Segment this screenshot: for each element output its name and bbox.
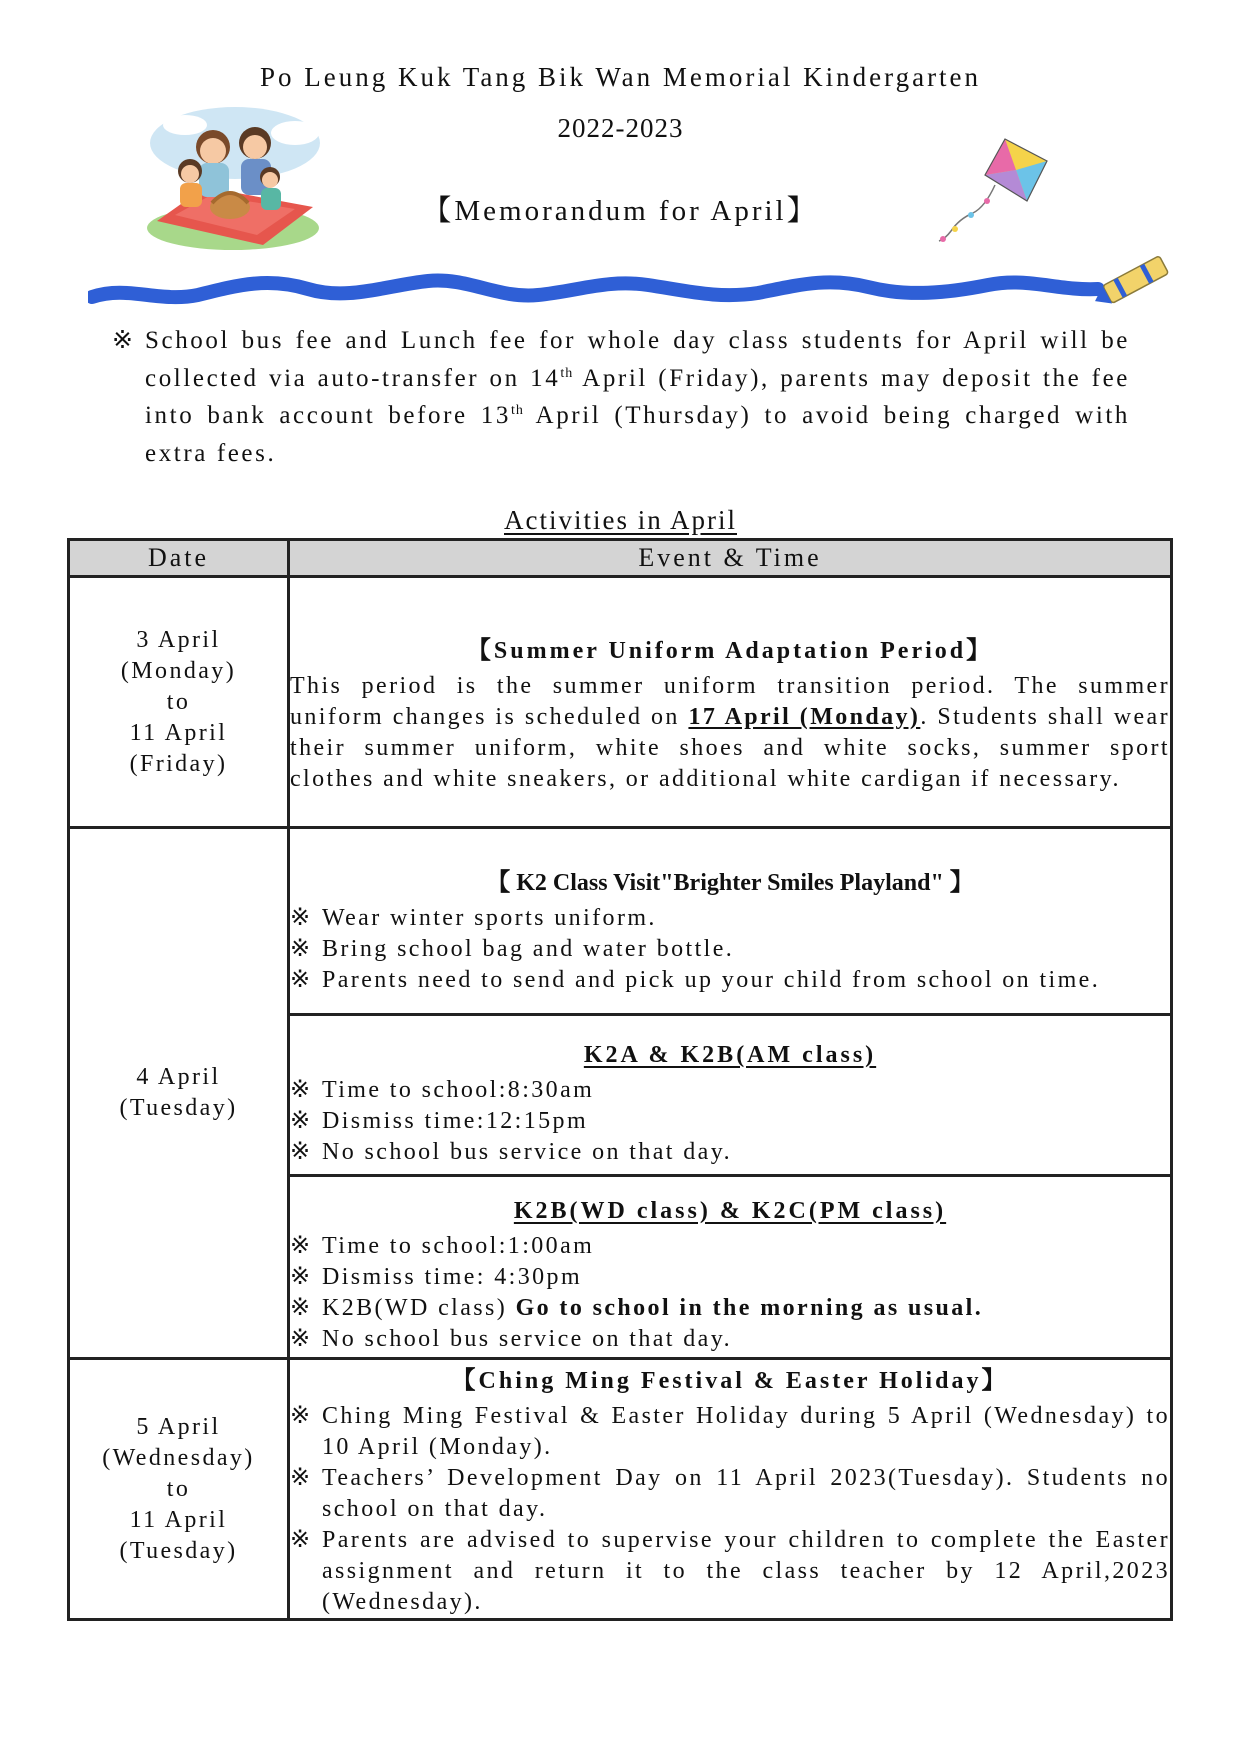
- date-text: 3 April: [136, 626, 221, 653]
- date-text: (Friday): [129, 750, 228, 777]
- date-text: 11 April: [129, 1506, 228, 1533]
- reference-mark: ※: [112, 327, 136, 354]
- date-cell: [69, 1359, 289, 1620]
- list-item: ※ Bring school bag and water bottle.: [290, 934, 1170, 965]
- table-row: [69, 1359, 1172, 1620]
- list-item: ※ Parents are advised to supervise your children to complete the Easter assignment and return it to the class teacher by 12 April,2023 (Wednesday).: [290, 1525, 1170, 1618]
- kite-illustration: [935, 135, 1055, 247]
- list-item: ※ Dismiss time:12:15pm: [290, 1106, 1170, 1137]
- event-cell: [289, 828, 1172, 1015]
- fee-notice-text: [112, 322, 1130, 472]
- list-item: [290, 1293, 1170, 1324]
- notice-text-part: April (Thursday) to avoid being charged with extra fees.: [145, 402, 1131, 467]
- ordinal-suffix: th: [511, 403, 524, 418]
- event-title: 【Ching Ming Festival & Easter Holiday】: [451, 1368, 1009, 1394]
- school-name: Po Leung Kuk Tang Bik Wan Memorial Kindergarten: [259, 62, 982, 92]
- memo-title: 【Memorandum for April】: [422, 195, 819, 227]
- activities-title: Activities in April: [504, 505, 737, 535]
- list-item: ※ Wear winter sports uniform.: [290, 903, 1170, 934]
- event-cell: [289, 1359, 1172, 1620]
- list-item: ※ Ching Ming Festival & Easter Holiday during 5 April (Wednesday) to 10 April (Monday).: [290, 1401, 1170, 1463]
- fee-notice: [112, 322, 1130, 472]
- table-row: [69, 577, 1172, 828]
- notice-text-part: School bus fee and Lunch fee for whole day class students for April will be collected via auto-transfer on 14: [145, 327, 1130, 392]
- list-item: ※ Time to school:1:00am: [290, 1231, 1170, 1262]
- date-text: (Wednesday): [102, 1444, 255, 1471]
- ordinal-suffix: th: [560, 365, 574, 381]
- date-to: to: [166, 1475, 191, 1502]
- event-title: K2B(WD class) & K2C(PM class): [513, 1197, 947, 1224]
- date-text: 4 April: [136, 1064, 221, 1090]
- list-item: ※ Parents need to send and pick up your child from school on time.: [290, 965, 1170, 996]
- date-text: (Tuesday): [119, 1095, 238, 1121]
- event-title: 【Summer Uniform Adaptation Period】: [466, 637, 994, 664]
- list-item: ※ Teachers’ Development Day on 11 April 2023(Tuesday). Students no school on that day.: [290, 1463, 1170, 1525]
- blue-crayon-wave: [88, 255, 1178, 311]
- event-cell: [289, 1015, 1172, 1176]
- date-cell: [69, 828, 289, 1359]
- column-header-event: Event & Time: [289, 540, 1172, 577]
- event-title: 【 K2 Class Visit"Brighter Smiles Playland" 】: [486, 870, 974, 896]
- date-text: 5 April: [136, 1413, 221, 1440]
- event-cell: [289, 1176, 1172, 1359]
- list-item: ※ Time to school:8:30am: [290, 1075, 1170, 1106]
- date-to: to: [166, 688, 191, 715]
- list-item-text: K2B(WD class): [322, 1294, 516, 1321]
- list-item: ※ Dismiss time: 4:30pm: [290, 1262, 1170, 1293]
- emphasis-text: Go to school in the morning as usual.: [515, 1294, 984, 1321]
- event-text: [290, 671, 1170, 795]
- event-title: K2A & K2B(AM class): [583, 1042, 877, 1068]
- family-picnic-illustration: [145, 103, 320, 253]
- notice-text-part: April (Friday), parents may deposit the fee into bank account before 13: [145, 364, 1130, 429]
- list-item: ※ No school bus service on that day.: [290, 1137, 1170, 1168]
- date-cell: [69, 577, 289, 828]
- date-text: 11 April: [129, 719, 228, 746]
- list-item: ※ No school bus service on that day.: [290, 1324, 1170, 1355]
- table-header-row: [69, 540, 1172, 577]
- column-header-date: Date: [69, 540, 289, 577]
- event-text-part: . Students shall wear their summer uniform, white shoes and white socks, summer sport clothes and white sneakers, or additional white cardigan if necessary.: [290, 703, 1170, 792]
- school-year: 2022-2023: [557, 113, 684, 143]
- date-text: (Monday): [120, 657, 237, 684]
- date-text: (Tuesday): [119, 1537, 238, 1564]
- event-cell: [289, 577, 1172, 828]
- table-row: [69, 828, 1172, 1015]
- event-text-part: This period is the summer uniform transition period. The summer uniform changes is scheduled on: [290, 672, 1170, 730]
- activities-table: [67, 538, 1173, 1621]
- key-date: 17 April (Monday): [688, 703, 921, 730]
